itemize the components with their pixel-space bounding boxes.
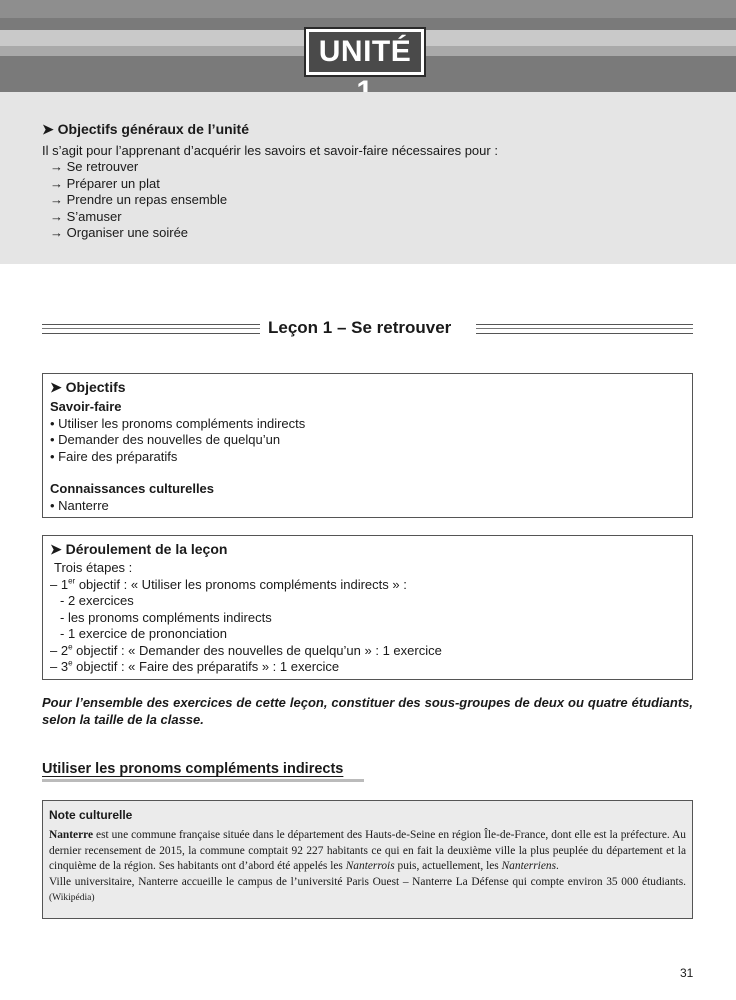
cultural-note-paragraph: [49, 828, 686, 875]
unit-title: UNITÉ: [306, 29, 424, 75]
list-item: [50, 192, 227, 209]
step-ordinal: er: [68, 576, 76, 586]
list-item: [50, 225, 227, 242]
step-text: objectif : « Faire des préparatifs » : 1 exercice: [72, 659, 340, 674]
header-stripe: [0, 0, 736, 18]
cultural-note-source: (Wikipédia): [49, 893, 95, 903]
cultural-note-paragraph: [49, 875, 686, 907]
general-goals-intro: Il s’agit pour l’apprenant d’acquérir les savoirs et savoir-faire nécessaires pour :: [42, 143, 498, 158]
list-item: • Nanterre: [50, 497, 109, 513]
list-item: • Demander des nouvelles de quelqu’un: [50, 432, 281, 447]
step-sub-item: - 2 exercices: [60, 593, 134, 608]
list-item-text: Prendre un repas ensemble: [66, 192, 228, 207]
list-item: [50, 209, 227, 226]
cultural-knowledge-title: Connaissances culturelles: [50, 481, 215, 496]
right-arrow-icon: →: [50, 159, 67, 174]
step-number: – 3: [50, 659, 69, 674]
right-arrow-icon: →: [50, 192, 67, 207]
right-arrow-icon: →: [50, 225, 67, 240]
lesson-title-rule-right: [476, 324, 693, 334]
right-arrow-icon: →: [50, 175, 67, 191]
section-title-underline: [42, 779, 364, 782]
step-text: objectif : « Demander des nouvelles de quelqu’un » : 1 exercice: [72, 642, 442, 658]
list-item-text: Utiliser les pronoms compléments indirects: [58, 415, 306, 431]
list-item-text: Organiser une soirée: [66, 225, 189, 240]
list-item-text: Se retrouver: [66, 159, 139, 174]
step-line: [50, 577, 685, 594]
objectives-box: [42, 373, 693, 518]
list-item-text: Faire des préparatifs: [58, 448, 178, 464]
teacher-instruction: Pour l’ensemble des exercices de cette leçon, constituer des sous-groupes de deux ou quatre étudiants, selon la taille de la classe.: [42, 695, 693, 727]
cultural-note-text: Ville universitaire, Nanterre accueille le campus de l’université Paris Ouest – Nanterre La Défense qui compte environ 35 000 étudiants.: [49, 875, 686, 888]
general-goals-list: [50, 159, 227, 242]
list-item-text: Demander des nouvelles de quelqu’un: [58, 432, 281, 447]
step-text: objectif : « Utiliser les pronoms compléments indirects » :: [75, 576, 407, 592]
step-line: [50, 659, 685, 676]
step-sub-item: - les pronoms compléments indirects: [60, 609, 272, 625]
lesson-progress-heading-text: Déroulement de la leçon: [65, 541, 228, 557]
arrowhead-icon: ➤: [42, 121, 54, 137]
list-item: • Faire des préparatifs: [50, 448, 178, 464]
step-number: – 2: [50, 642, 69, 658]
lesson-title-rule-left: [42, 324, 260, 334]
cultural-note-text: puis, actuellement, les: [394, 860, 502, 872]
step-line: [50, 643, 685, 660]
list-item-text: Préparer un plat: [66, 175, 160, 191]
step-ordinal: e: [68, 658, 73, 668]
list-item: [50, 176, 227, 193]
step-ordinal: e: [68, 642, 73, 652]
cultural-note-text: est une commune française située dans le département des Hauts-de-Seine en région Île-de-France, dont elle est la préfecture. Au dernier recensement de 2015, la commune comptait 92 227 habitants ce qui en fait la deuxième ville la plus peuplée du département et la cinquième de la région. Ses habitants ont d’abord été appelés les: [49, 829, 686, 872]
arrowhead-icon: ➤: [50, 541, 62, 557]
general-goals-heading: [42, 121, 249, 138]
list-item: • Utiliser les pronoms compléments indirects: [50, 415, 306, 431]
steps-intro: Trois étapes :: [54, 560, 133, 575]
general-goals-heading-text: Objectifs généraux de l’unité: [57, 121, 250, 137]
lesson-progress-box: [42, 535, 693, 680]
list-item-text: S’amuser: [66, 208, 122, 224]
lesson-progress-heading: [50, 541, 685, 558]
cultural-note-demonym: Nanterrois: [345, 860, 395, 872]
cultural-note-text: .: [556, 860, 559, 872]
step-sub-item: - 1 exercice de prononciation: [60, 626, 227, 641]
lesson-title: Leçon 1 – Se retrouver: [268, 318, 452, 337]
list-item-text: Nanterre: [58, 497, 109, 513]
savoir-faire-title: Savoir-faire: [50, 399, 122, 414]
section-title: Utiliser les pronoms compléments indirects: [42, 761, 344, 777]
cultural-note-keyword: Nanterre: [49, 829, 94, 841]
objectives-heading-text: Objectifs: [65, 379, 126, 395]
step-number: – 1: [50, 576, 69, 592]
right-arrow-icon: →: [50, 208, 67, 224]
cultural-note-demonym: Nanterriens: [501, 860, 557, 872]
cultural-note-title: Note culturelle: [49, 808, 133, 822]
cultural-note-box: [42, 800, 693, 919]
objectives-heading: [50, 379, 685, 396]
arrowhead-icon: ➤: [50, 379, 62, 395]
list-item: [50, 159, 227, 176]
page-number: 31: [680, 966, 694, 980]
